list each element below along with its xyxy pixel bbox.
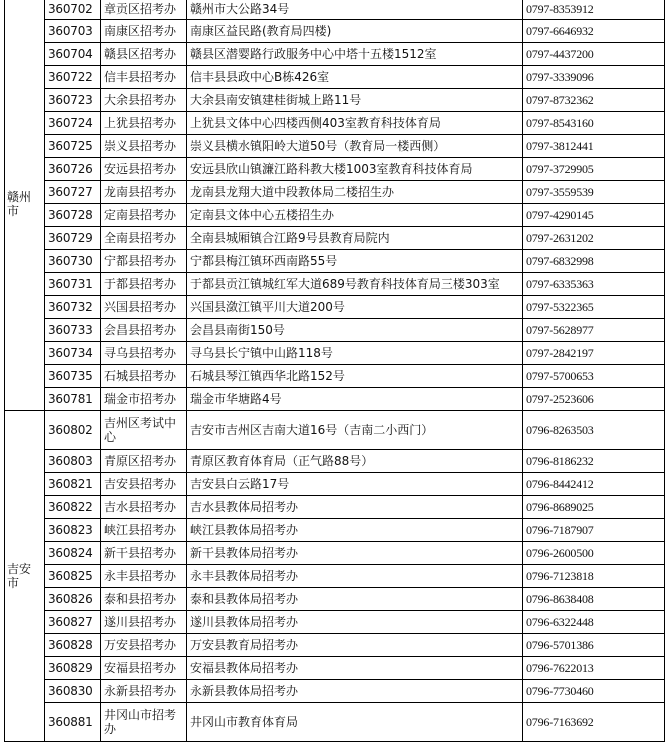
office-name-cell: 寻乌县招考办 [101,342,187,365]
phone-cell: 0796-8186232 [523,450,665,473]
office-name-cell: 吉水县招考办 [101,496,187,519]
address-cell: 宁都县梅江镇环西南路55号 [187,250,523,273]
phone-cell: 0797-2523606 [523,388,665,411]
phone-cell: 0796-8442412 [523,473,665,496]
phone-cell: 0797-2631202 [523,227,665,250]
office-name-cell: 吉州区考试中心 [101,411,187,450]
office-name-cell: 会昌县招考办 [101,319,187,342]
office-name-cell: 龙南县招考办 [101,181,187,204]
table-row [5,450,665,473]
region-code-cell: 360727 [45,181,101,204]
region-code-cell: 360730 [45,250,101,273]
region-code-cell: 360830 [45,680,101,703]
phone-cell: 0797-6832998 [523,250,665,273]
table-row [5,181,665,204]
region-code-cell: 360825 [45,565,101,588]
phone-cell: 0797-8353912 [523,0,665,20]
address-cell: 瑞金市华塘路4号 [187,388,523,411]
office-name-cell: 上犹县招考办 [101,112,187,135]
office-name-cell: 青原区招考办 [101,450,187,473]
address-cell: 吉安县白云路17号 [187,473,523,496]
table-row [5,0,665,20]
phone-cell: 0796-6322448 [523,611,665,634]
phone-cell: 0797-5628977 [523,319,665,342]
office-name-cell: 万安县招考办 [101,634,187,657]
address-cell: 寻乌县长宁镇中山路118号 [187,342,523,365]
office-name-cell: 峡江县招考办 [101,519,187,542]
address-cell: 信丰县县政中心B栋426室 [187,66,523,89]
office-name-cell: 新干县招考办 [101,542,187,565]
phone-cell: 0797-6335363 [523,273,665,296]
table-row [5,634,665,657]
office-name-cell: 宁都县招考办 [101,250,187,273]
phone-cell: 0797-8732362 [523,89,665,112]
office-name-cell: 石城县招考办 [101,365,187,388]
phone-cell: 0797-3559539 [523,181,665,204]
table-row [5,296,665,319]
region-code-cell: 360821 [45,473,101,496]
phone-cell: 0796-8638408 [523,588,665,611]
address-cell: 上犹县文体中心四楼西侧403室教育科技体育局 [187,112,523,135]
address-cell: 赣州市大公路34号 [187,0,523,20]
table-row [5,319,665,342]
office-name-cell: 安福县招考办 [101,657,187,680]
address-cell: 兴国县潋江镇平川大道200号 [187,296,523,319]
table-row [5,204,665,227]
phone-cell: 0797-2842197 [523,342,665,365]
phone-cell: 0797-8543160 [523,112,665,135]
table-row [5,365,665,388]
region-code-cell: 360734 [45,342,101,365]
table-row [5,273,665,296]
region-code-cell: 360723 [45,89,101,112]
phone-cell: 0797-4290145 [523,204,665,227]
region-code-cell: 360726 [45,158,101,181]
table-row [5,519,665,542]
office-name-cell: 大余县招考办 [101,89,187,112]
phone-cell: 0796-7163692 [523,703,665,742]
table-row [5,227,665,250]
region-code-cell: 360823 [45,519,101,542]
office-name-cell: 遂川县招考办 [101,611,187,634]
office-name-cell: 信丰县招考办 [101,66,187,89]
office-name-cell: 全南县招考办 [101,227,187,250]
table-row [5,20,665,43]
region-code-cell: 360802 [45,411,101,450]
region-code-cell: 360822 [45,496,101,519]
address-cell: 会昌县南街150号 [187,319,523,342]
office-name-cell: 定南县招考办 [101,204,187,227]
address-cell: 安远县欣山镇濂江路科教大楼1003室教育科技体育局 [187,158,523,181]
office-name-cell: 赣县区招考办 [101,43,187,66]
office-name-cell: 泰和县招考办 [101,588,187,611]
region-code-cell: 360881 [45,703,101,742]
table-row [5,496,665,519]
region-code-cell: 360702 [45,0,101,20]
region-code-cell: 360733 [45,319,101,342]
region-code-cell: 360829 [45,657,101,680]
phone-cell: 0796-5701386 [523,634,665,657]
office-name-cell: 吉安县招考办 [101,473,187,496]
table-row [5,158,665,181]
region-code-cell: 360724 [45,112,101,135]
address-cell: 万安县教育局招考办 [187,634,523,657]
region-code-cell: 360735 [45,365,101,388]
region-code-cell: 360781 [45,388,101,411]
table-row [5,680,665,703]
office-name-cell: 崇义县招考办 [101,135,187,158]
phone-cell: 0796-7730460 [523,680,665,703]
table-row [5,388,665,411]
region-code-cell: 360826 [45,588,101,611]
table-row [5,473,665,496]
table-row [5,611,665,634]
address-cell: 崇义县横水镇阳岭大道50号（教育局一楼西侧） [187,135,523,158]
phone-cell: 0797-3339096 [523,66,665,89]
phone-cell: 0796-2600500 [523,542,665,565]
exam-office-directory-table [4,0,665,742]
region-code-cell: 360722 [45,66,101,89]
city-name-cell: 赣州市 [5,0,45,411]
office-name-cell: 井冈山市招考办 [101,703,187,742]
region-code-cell: 360827 [45,611,101,634]
address-cell: 石城县琴江镇西华北路152号 [187,365,523,388]
table-row [5,66,665,89]
phone-cell: 0796-8263503 [523,411,665,450]
phone-cell: 0797-3729905 [523,158,665,181]
table-row [5,657,665,680]
address-cell: 全南县城厢镇合江路9号县教育局院内 [187,227,523,250]
office-name-cell: 永丰县招考办 [101,565,187,588]
table-row [5,542,665,565]
region-code-cell: 360732 [45,296,101,319]
table-row [5,250,665,273]
table-row [5,703,665,742]
address-cell: 安福县教体局招考办 [187,657,523,680]
address-cell: 吉水县教体局招考办 [187,496,523,519]
region-code-cell: 360803 [45,450,101,473]
office-name-cell: 兴国县招考办 [101,296,187,319]
table-row [5,588,665,611]
region-code-cell: 360828 [45,634,101,657]
region-code-cell: 360728 [45,204,101,227]
address-cell: 峡江县教体局招考办 [187,519,523,542]
city-name-cell: 吉安市 [5,411,45,742]
phone-cell: 0796-7622013 [523,657,665,680]
table-row [5,135,665,158]
table-row [5,89,665,112]
address-cell: 龙南县龙翔大道中段教体局二楼招生办 [187,181,523,204]
address-cell: 遂川县教体局招考办 [187,611,523,634]
address-cell: 井冈山市教育体育局 [187,703,523,742]
address-cell: 于都县贡江镇城红军大道689号教育科技体育局三楼303室 [187,273,523,296]
address-cell: 南康区益民路(教育局四楼) [187,20,523,43]
table-row [5,112,665,135]
table-row [5,565,665,588]
phone-cell: 0797-5700653 [523,365,665,388]
office-name-cell: 安远县招考办 [101,158,187,181]
table-row [5,342,665,365]
address-cell: 赣县区潜婴路行政服务中心中塔十五楼1512室 [187,43,523,66]
office-name-cell: 于都县招考办 [101,273,187,296]
phone-cell: 0796-7187907 [523,519,665,542]
region-code-cell: 360729 [45,227,101,250]
office-name-cell: 南康区招考办 [101,20,187,43]
phone-cell: 0797-4437200 [523,43,665,66]
address-cell: 青原区教育体育局（正气路88号） [187,450,523,473]
office-name-cell: 章贡区招考办 [101,0,187,20]
region-code-cell: 360824 [45,542,101,565]
office-name-cell: 瑞金市招考办 [101,388,187,411]
directory-body [5,0,665,742]
phone-cell: 0796-8689025 [523,496,665,519]
phone-cell: 0797-3812441 [523,135,665,158]
address-cell: 永新县教体局招考办 [187,680,523,703]
address-cell: 定南县文体中心五楼招生办 [187,204,523,227]
address-cell: 吉安市吉州区吉南大道16号（吉南二小西门） [187,411,523,450]
address-cell: 永丰县教体局招考办 [187,565,523,588]
address-cell: 新干县教体局招考办 [187,542,523,565]
table-row [5,411,665,450]
region-code-cell: 360731 [45,273,101,296]
address-cell: 泰和县教体局招考办 [187,588,523,611]
address-cell: 大余县南安镇建桂街城上路11号 [187,89,523,112]
region-code-cell: 360703 [45,20,101,43]
table-row [5,43,665,66]
phone-cell: 0797-5322365 [523,296,665,319]
phone-cell: 0796-7123818 [523,565,665,588]
region-code-cell: 360725 [45,135,101,158]
office-name-cell: 永新县招考办 [101,680,187,703]
region-code-cell: 360704 [45,43,101,66]
phone-cell: 0797-6646932 [523,20,665,43]
